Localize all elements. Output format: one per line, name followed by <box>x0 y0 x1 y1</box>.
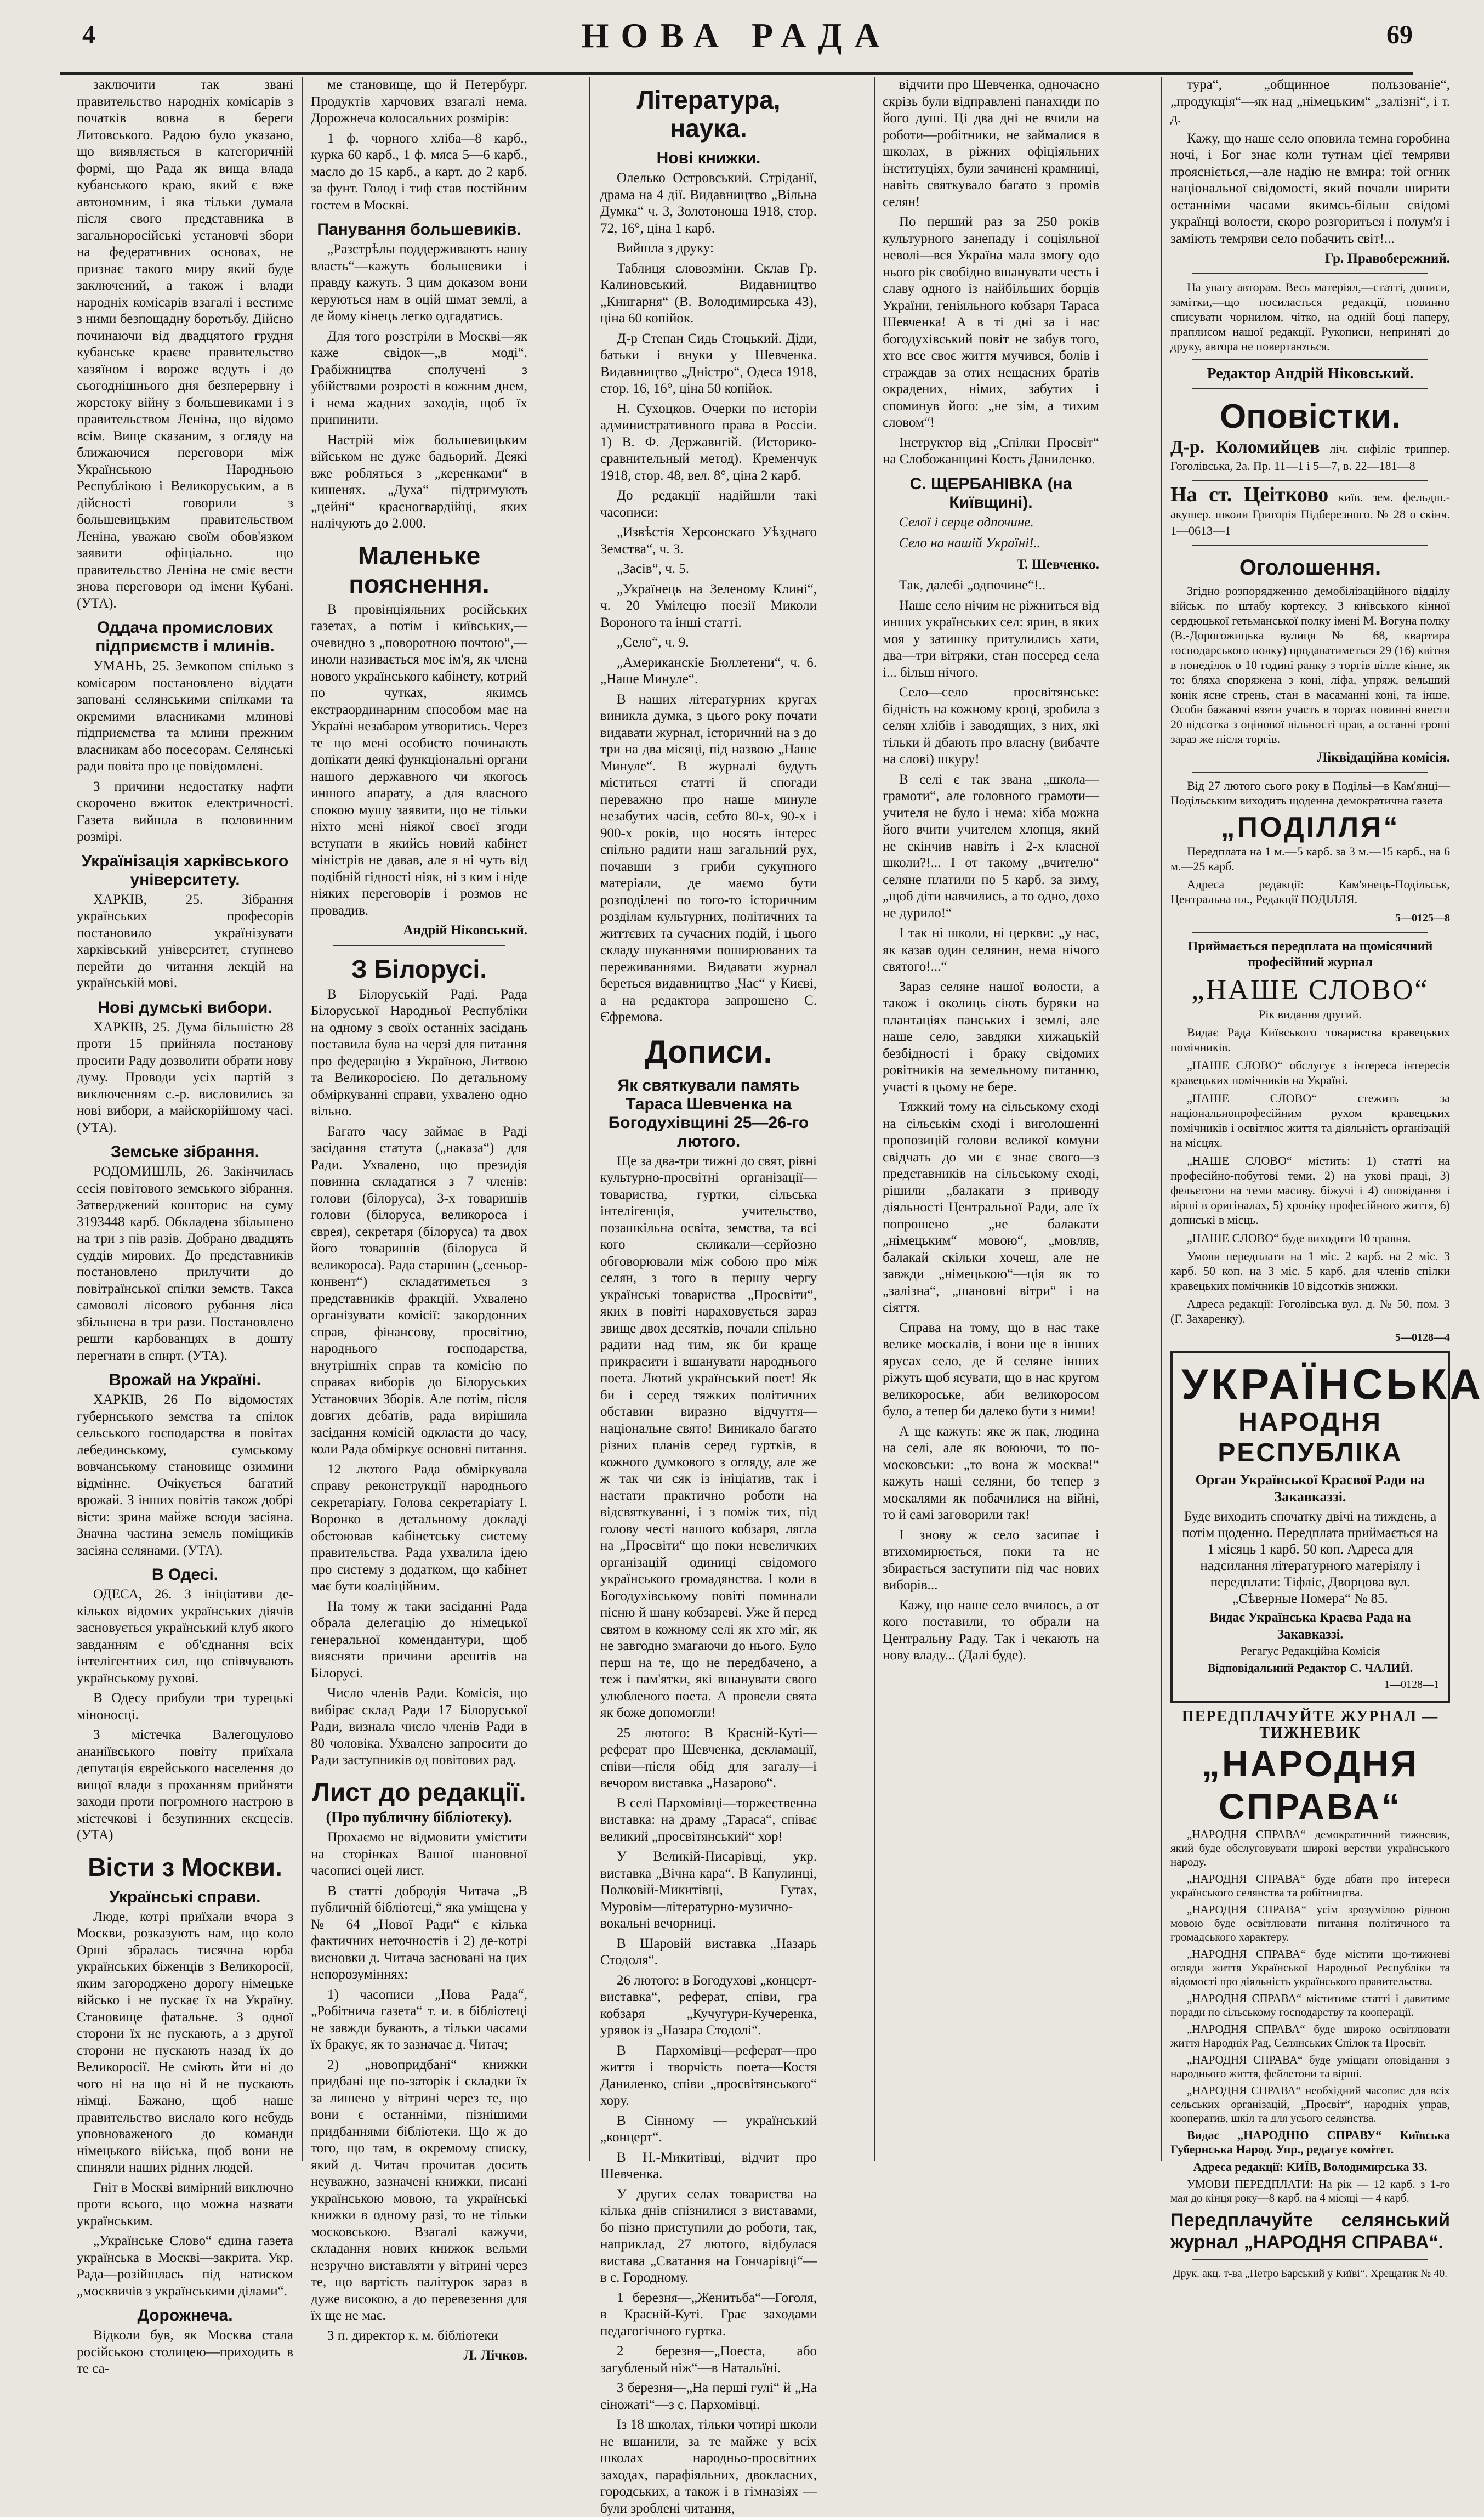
author-signature: Л. Лічков. <box>463 2348 527 2363</box>
printer-line: Друк. акц. т-ва „Петро Барський у Київі“. Хрещатик № 40. <box>1173 2267 1448 2280</box>
article-heading: Українізація харківського університету. <box>81 852 289 889</box>
republic-ad-box <box>1170 1351 1484 1703</box>
epigraph-line: Село на нашій Україні!.. <box>899 536 1040 551</box>
article-heading: Дорожнеча. <box>137 2306 233 2325</box>
article-paragraph: В наших літературних кругах виникла думка, з цього року почати видавати журнал, історичний на з до три на два місяці, під назвою „Наше Минуле“. В журналі будуть міститься статті й спогади переважно про наше минуле незабутих часів, себто 80-х, 90-х і 900-х років, що носять інтерес спільно радити наш загальний рух, почавши з гриби сукупного матеріали, де маємо бути розподілені по того-то історичним розділам культурних, політичних та життєвих та сучасних подій, і цього складу шуканнями поширюваних та переживаннями. Видавати журнал береться видавництво „Час“ у Києві, а на редактора запрошено С. Єфремова. <box>600 691 817 1024</box>
section-heading: Маленьке пояснення. <box>349 541 490 598</box>
republic-ad-publisher: Видає Українська Краєва Рада на Закавказзі. <box>1209 1611 1411 1642</box>
article-paragraph: Люде, котрі приїхали вчора з Москви, розказують нам, що коло Орші збралась тисячна юрба українських біженців з Великоросії, яким загороджено дорогу німецьке військо і не пускає їх на Україну. Становище фатальне. З одної сторони їх не пускають, а з другої сторони не пускають назад їх до Великоросії. Не сміють йти ні до чого ні на що ні й не пускають німці. Бажано, щоб наше правительство вислало кого небудь уповноваженого до команди німецького війська, щоб вони не спиняли наших рідних людей. <box>77 1909 293 2175</box>
article-paragraph: В провінціяльних російських газетах, а потім і київських,—очевидно з „поворотною почтою“,—иноли називається моє ім'я, як члена нового українського кабінету, котрий по чутках, якимсь екстраординарним способом має на Україні незабаром утворитись. Через те що мені особисто починають допікати деякі функціональні органи нашого державного чи якогось иншого апарату, а для власного спокою мушу заявити, що не тільки ніхто мені ніякої своєї згоди вступати в якийсь новий кабінет міністрів не давав, але я ні чуть від подібній гідності ніяк, ні з ким і ніде ніяких переговорів і розмов не провадив. <box>311 602 527 918</box>
article-paragraph: РОДОМИШЛЬ, 26. Закінчилась сесія повітового земського зібрання. Затверджений кошторис на суму 3193448 карб. Обкладена збільшено на три з пів разів. Добрано двадцять суддів мирових. До представників постановлено прилучити до повітраїнської спілки земств. Такса самоволі лісового рубання ліса збільшена в три рази. Постановлено решти карбованцях в дошту перегнати в спирт. (УТА). <box>77 1164 293 1363</box>
article-paragraph: Прохаємо не відмовити умістити на сторінках Вашої шановної часописі оцей лист. <box>311 1830 527 1878</box>
article-paragraph: У других селах товариства на кілька днів спізнилися з виставами, бо пізно приступили до роботи, так, наприклад, 27 лютого, відбулася вистава „Сватання на Гончарівці“—в с. Городному. <box>600 2186 817 2285</box>
article-paragraph: По перший раз за 250 років культурного занепаду і соціяльної неволі—вся Україна мала змогу одо нього рік свобідно вшанувати честь і славу одного із найбільших борців України, геніяльного кобзаря Тараса Шевченка! А в ті дні за і нас богодухівський повіт не забув того, хто все своє життя мучився, болів і страждав за отих нещасних братів окрадених, німих, забутих і споминув його: „не зім, а тихим словом“! <box>883 214 1099 430</box>
article-paragraph: В Н.-Микитівці, відчит про Шевченка. <box>600 2150 817 2181</box>
article-paragraph: Інструктор від „Спілки Просвіт“ на Слобожанщині Кость Даниленко. <box>883 435 1099 467</box>
article-paragraph: Відколи був, як Москва стала російською столицею—приходить в те са- <box>77 2328 293 2376</box>
article-paragraph: 2) „новопридбані“ книжки придбані ще по-заторік і складки їх за лишено у вітрині через те, що вони є останніми, пізнішими придбаннями бібліотеки. Що ж до того, що там, в окремому списку, який д. Читач прочитав досить неуважно, зазначені книжки, писані українською мовою, та українські книжки в одному разі, то не тільки московською. Взагалі кажучи, складання нових книжок вельми незручно виставляти у вітрині через те, що вартість палітурок зараз в дуже високою, а до перевезення для їх ще не має. <box>311 2057 527 2323</box>
article-paragraph: В селі Пархомівці—торжественна виставка: на драму „Тараса“, співає великий „просвітянський“ хор! <box>600 1795 817 1844</box>
article-paragraph: На тому ж таки засіданні Рада обрала делегацію до німецької генеральної комендантури, щоб виясняти причини арештів на Білорусі. <box>311 1598 527 1681</box>
column-3 <box>600 77 817 2516</box>
article-paragraph: В Одесу прибули три турецькі міноносці. <box>77 1691 293 1722</box>
article-paragraph: У Великій-Писарівці, укр. виставка „Вічна кара“. В Капулинці, Полковій-Микитівці, Гутах, Муровім—літературно-музично-вокальні вечорниці. <box>600 1849 817 1931</box>
article-paragraph: В Пархомівці—реферат—про життя і творчість поета—Костя Даниленко, співи „просвітянського“ хору. <box>600 2043 817 2108</box>
header-rule <box>60 72 1413 75</box>
republic-ad-editors: Регагує Редакційна Комісія <box>1240 1644 1380 1658</box>
article-heading: Українські справи. <box>109 1887 261 1906</box>
school-title: На ст. Цеітково <box>1170 483 1329 506</box>
republic-ad-text: Буде виходить спочатку двічі на тиждень, а потім щоденно. Передплата приймається на 1 місяць 1 карб. 50 коп. Адреса для надсилання літературного матеріялу і передплати: Тіфліс, Дворцова вул. „Сѣверные Номера“ № 85. <box>1182 1509 1438 1606</box>
article-heading: Оддача промислових підприємств і млинів. <box>95 619 275 655</box>
republic-ad-subtitle: Орган Української Краєвої Ради на Закавказзі. <box>1195 1472 1425 1505</box>
doctor-name: Д-р. Коломийцев <box>1170 437 1320 457</box>
masthead-title: НОВА РАДА <box>581 16 892 55</box>
article-paragraph: 3 березня—„На перші гулі“ й „На сіножаті“—з с. Пархомівці. <box>600 2380 817 2412</box>
article-paragraph: Д-р Степан Сидь Стоцький. Діди, батьки і внуки у Шевченка. Видавництво „Дністро“, Одеса 1918, стор. 16, 16°, ціна 50 копійок. <box>600 331 817 396</box>
article-paragraph: 26 лютого: в Богодухові „концерт-виставка“, реферат, співи, гра кобзаря „Кучугури-Кучеренка, урявок із „Назара Стодолі“. <box>600 1972 817 2038</box>
ad-paragraph: Передплата на 1 м.—5 карб. за 3 м.—15 карб., на 6 м.—25 карб. <box>1170 844 1450 873</box>
ad-code: 5—0125—8 <box>1395 912 1450 924</box>
author-signature: Гр. Правобережний. <box>1324 251 1450 266</box>
republic-ad-code: 1—0128—1 <box>1384 1679 1439 1691</box>
article-paragraph: УМАНЬ, 25. Земкопом спілько з комісаром постановлено віддати заповані селянськими спілками та окремими власниками млинові підприємства та млини прежним власникам або посесорам. Селянські ради повіта про це повідомлені. <box>77 659 293 774</box>
narodnia-sprava-title: „НАРОДНЯ СПРАВА“ <box>1201 1743 1419 1827</box>
section-heading: Вісти з Москви. <box>88 1852 282 1881</box>
ad-paragraph: УМОВИ ПЕРЕДПЛАТИ: На рік — 12 карб. з 1-го мая до кінця року—8 карб. на 4 місяці — 4 карб. <box>1170 2177 1450 2204</box>
republic-ad-title-2: НАРОДНЯ РЕСПУБЛІКА <box>1218 1408 1403 1467</box>
article-heading: Нові книжки. <box>656 149 761 167</box>
article-heading: С. ЩЕРБАНІВКА (на Київщині). <box>909 474 1072 512</box>
ad-paragraph: „НАРОДНЯ СПРАВА“ міститиме статті і давитиме поради по сільському господарству та кооперації. <box>1170 1991 1450 2019</box>
article-paragraph: ХАРКІВ, 25. Зібрання українських професорів постановило українізувати харківський університет, ступнево перейти до читання лекцій на українській мові. <box>77 892 293 990</box>
ad-paragraph: „НАШЕ СЛОВО“ обслугує з інтереса інтересів кравецьких помічників на Україні. <box>1170 1058 1450 1087</box>
article-heading: Панування большевиків. <box>317 220 521 239</box>
doctor-details: ліч. сифіліс триппер. Гоголівська, 2а. Пр. 11—1 і 5—7, в. 22—181—8 <box>1170 442 1450 473</box>
article-paragraph: Наше село нічим не ріжниться від инших українських сел: ярин, в яких моя у затишку притулились хати, два—три вітряки, стан посеред села і... більш нічого. <box>883 598 1099 680</box>
page-number-right: 69 <box>1386 20 1413 49</box>
ad-paragraph: „НАРОДНЯ СПРАВА“ буде широко освітлювати життя Народніх Рад, Селянських Спілок та Просвіт. <box>1170 2022 1450 2049</box>
article-paragraph: Гніт в Москві вимірний виключно проти всього, що можна назвати українським. <box>77 2180 293 2229</box>
announcement-paragraph: Згідно розпорядженню демобілізаційного відділу військ. по штабу кортексу, 3 київського кінної сердюцької гетьманської полку імені М. Вогуна полку (В.-Дорогожицька вулиця № 68, квартира господарського полку) продаватиметься 29 (16) квітня в понеділок о 10 годині ранку з торгів вілле кінне, як то: бляха споряжена з коні, ліфа, упряж, вельший конік ясне стрень, стан в масаманні коні, та інше. Особи бажаючі взяти участь в торгах повинні внести 20 відсотка з оцінової вільності прав, а останні гроші зараз же після торгів. <box>1170 583 1450 746</box>
ad-paragraph: „НАРОДНЯ СПРАВА“ буде дбати про інтереси українського селянства та робітництва. <box>1170 1872 1450 1899</box>
article-paragraph: З п. директор к. м. бібліотеки <box>327 2328 498 2343</box>
article-paragraph: А ще кажуть: яке ж пак, людина на селі, але як воюючи, то по-московськи: „то вона ж москва!“ кажуть наші селяни, бо тепер з москалями як побачилися на війні, то й самі заговорили так! <box>883 1424 1099 1522</box>
article-paragraph: Вийшла з друку: <box>617 241 714 256</box>
article-paragraph: Н. Сухоцков. Очерки по исторіи административного права в Россіи. 1) В. Ф. Державнгій. (Историко-сравнительный метод). Кременчук 1918, стор. 48, вел. 8°, ціна 2 карб. <box>600 401 817 483</box>
ad-paragraph: Від 27 лютого сього року в Подільі—в Кам'янці—Подільським виходить щоденна демократична газета <box>1170 779 1450 807</box>
article-paragraph: 1 ф. чорного хліба—8 карб., курка 60 карб., 1 ф. мяса 5—6 карб., масло до 15 карб., а карт. до 2 карб. за фунт. Голод і тиф став постійним гостем в Москві. <box>311 131 527 213</box>
separator <box>333 945 505 946</box>
ad-paragraph: „НАРОДНЯ СПРАВА“ буде уміщати оповідання з народнього життя, фейлетони та вірші. <box>1170 2053 1450 2080</box>
separator <box>1192 359 1428 360</box>
ad-paragraph: Умови передплати на 1 міс. 2 карб. на 2 міс. 3 карб. 50 коп. на 3 міс. 5 карб. для членів спілки кравецьких помічників 10 відсотків знижки. <box>1170 1249 1450 1292</box>
article-paragraph: Кажу, що наше село вчилось, а от кого поставили, то обрали на Центральну Раду. Так і чекають на нову владу... (Далі буде). <box>883 1597 1099 1663</box>
article-paragraph: заключити так звані правительство народніх комісарів з початків вовна в береги Литовського. Радою було указано, що виявляється в категоричній формі, що Рада як вища влада кубанського краю, який є вже автономним, і яка тільки думала після свого представника в загальноросійські установчі збори на федеративних основах, не признає такого миру який буде заключений, а також і влади народніх комісарів взагалі і вестиме з ними безпощадну боротьбу. Дійсно починаючи від двадцятого грудня кубанське краєве правительство хазяїном і вороже ведуть і до сьогоднішнього дня безперервну і жорстоку війну з большевиками і з правительством Леніна, що відомо всім. Вище сказаним, з огляду на ближаючися переговори між Українською Народньою Республікою і Великоруським, а в дійсності говорили з большевицьким правительством Леніна, уважаю своїм обов'язком заявити офіціально. що правительство Леніна не сміє вести знова переговори од імени Кубані. (УТА). <box>77 77 293 611</box>
article-paragraph: Зараз селяне нашої волости, а також і околиць сіють буряки на плантаціях панських і землі, але наше село, завдяки хижацькій безбідності і браку свідомих ровітників на земельному питанню, участі в цьому не бере. <box>883 979 1099 1095</box>
column-divider <box>589 77 590 2161</box>
page-number-left: 4 <box>82 20 95 49</box>
article-paragraph: І знову ж село засипає і втихомирюється, поки та не збирається заступити під час нових виборів... <box>883 1527 1099 1592</box>
separator <box>1192 2259 1428 2260</box>
article-heading: Нові думські вибори. <box>98 998 272 1017</box>
school-ad <box>1170 483 1450 540</box>
announcement-signature: Ліквідаційна комісія. <box>1317 750 1450 765</box>
separator <box>1192 545 1428 546</box>
column-4 <box>883 77 1099 2172</box>
article-paragraph: В Шаровій виставка „Назарь Стодоля“. <box>600 1936 817 1968</box>
ad-paragraph: „НАШЕ СЛОВО“ буде виходити 10 травня. <box>1187 1231 1411 1245</box>
article-paragraph: 25 лютого: В Красній-Куті—реферат про Шевченка, декламації, співи—після обід для загалу—і вечором виставка „Назарово“. <box>600 1725 817 1790</box>
separator <box>1192 480 1428 481</box>
article-paragraph: До редакції надійшли такі часописи: <box>600 488 817 520</box>
narodnia-sprava-top: ПЕРЕДПЛАЧУЙТЕ ЖУРНАЛ — ТИЖНЕВИК <box>1181 1708 1439 1742</box>
article-paragraph: Число членів Ради. Комісія, що вибірає склад Ради 17 Білоруської Ради, визнала число членів Ради в 80 чоловіка. Ухвалено запросити до Ради заступників од повітових рад. <box>311 1686 527 1767</box>
narodnia-sprava-bottom: Передплачуйте селянський журнал „НАРОДНЯ СПРАВА“. <box>1170 2209 1450 2253</box>
separator <box>1192 932 1428 933</box>
article-paragraph: В Білоруській Раді. Рада Білоруської Народньої Республіки на одному з своїх останніх засідань поставила була на черзі для питання про федерацію з Україною, Литвою та Великоросією. По детальному обміркуванні справи, ухвалено одно вільно. <box>311 987 527 1119</box>
ad-paragraph: „НАРОДНЯ СПРАВА“ демократичний тижневик, який буде обслуговувати широкі верстви українського народу. <box>1170 1827 1450 1868</box>
article-paragraph: І так ні школи, ні церкви: „у нас, як казав один селянин, нема нічого святого!...“ <box>883 926 1099 974</box>
nashe-slovo-title: „НАШЕ СЛОВО“ <box>1191 974 1429 1006</box>
article-paragraph: 1 березня—„Женитьба“—Гоголя, в Красній-Куті. Грає заходами педагогічного гуртка. <box>600 2290 817 2339</box>
column-5 <box>1170 77 1484 2280</box>
column-2 <box>311 77 527 2363</box>
epigraph-line: Селої і серце одпочине. <box>899 514 1034 530</box>
article-paragraph: 12 лютого Рада обміркувала справу реконструкції народнього секретаріату. Голова секретаріату І. Воронко в детальному докладі обстоював кабінетську систему правительства. Рада ухвалила ідею про систему з додатком, що кабінет має бути коаліційним. <box>311 1461 527 1594</box>
column-1 <box>77 77 293 2376</box>
ad-paragraph: Рік видання другий. <box>1259 1007 1362 1021</box>
article-paragraph: Кажу, що наше село оповила темна горобина ночі, і Бог знає коли тутнам цієї темряви проясніється,—але надію не вмира: той огник національної свідомості, який почали ширити останніми часами якимсь-більш свідомі українці волости, скоро розгориться і полум'я і заміють темряви село побачить світ!... <box>1170 131 1450 246</box>
ad-paragraph: Видає Рада Київського товариства кравецьких помічників. <box>1170 1025 1450 1054</box>
article-paragraph: відчити про Шевченка, одночасно скрізь були відправлені панахиди по його душі. Ці два дні не вчили на роботи—робітники, не займалися в школах, в ріжних офіціяльних інституціях, були зачинені крамниці, навіть святкувало багато з промів селян! <box>883 77 1099 209</box>
page-header <box>49 15 1424 54</box>
article-paragraph: З містечка Валегоцулово ананіївського повіту приїхала депутація єврейського населення до вищої влади з проханням прийняти заходи проти погромного настрою в містечкові і безупинних ексцесів. (УТА) <box>77 1727 293 1843</box>
article-paragraph: Багато часу займає в Раді засідання статута („наказа“) для Ради. Ухвалено, що президія повинна складатися з 7 членів: голови (білоруса), 3-х товаришів голови (білоруса, великороса і єврея), секретаря (білоруса) та двох його товаришів (білоруса й великороса). Рада старшин („сеньор-конвент“) складатиметься з представників фракцій. Ухвалено організувати комісії: закордонних справ, фінансову, просвітню, народнього господарства, внутрішніх справ та комісію по справах виборів до Білоруських Установчих Зборів. Але потім, після довгих дебатів, рада вирішила засідання комісій одкласти до часу, коли Рада обміркує основні питання. <box>311 1124 527 1456</box>
podillia-title: „ПОДІЛЛЯ“ <box>1220 812 1400 843</box>
article-paragraph: „Американскіе Бюллетени“, ч. 6. „Наше Минуле“. <box>600 655 817 687</box>
article-paragraph: „Українець на Зеленому Клині“, ч. 20 Умілецю поезії Миколи Вороного та інші статті. <box>600 581 817 630</box>
article-heading: Врожай на Україні. <box>109 1371 261 1389</box>
article-paragraph: ХАРКІВ, 25. Дума більшістю 28 проти 15 прийняла постанову просити Раду дозволити обрати нову думу. Проводи усіх партій з виключенням с.-р. висловились за нові вибори, а майскорійшому часі. (УТА). <box>77 1019 293 1135</box>
article-paragraph: Олелько Островський. Стріданії, драма на 4 дії. Видавництво „Вільна Думка“ ч. 3, Золотоноша 1918, стор. 72, 16°, ціна 1 карб. <box>600 171 817 236</box>
section-heading: Дописи. <box>645 1034 772 1070</box>
ad-paragraph: Адреса редакції: Кам'янець-Подільськ, Центральна пл., Редакції ПОДІЛЛЯ. <box>1170 877 1450 906</box>
notice-to-authors: На увагу авторам. Весь матеріял,—статті, дописи, замітки,—що посилається редакції, повинно списувати чорнилом, чітко, на одній боці паперу, праплисом нашої редакції. Рукописи, неприняті до друку, автора не повертаються. <box>1170 280 1450 353</box>
article-paragraph: В Сінному — український „концерт“. <box>600 2113 817 2145</box>
school-details: київ. зем. фельдш.-акушер. школи Григорія Підберезного. № 28 о скінч. 1—0613—1 <box>1170 490 1450 537</box>
republic-ad-editor: Відповідальний Редактор С. ЧАЛИЙ. <box>1207 1660 1413 1675</box>
article-paragraph: В селі є так звана „школа—грамоти“, але головного грамоти—учителя не було і нема: хіба можна його вчити учителем хлопця, який не скінчив навіть і 2-х класної школи?!... І от такому „вчителю“ селяне платили по 5 карб. за зиму, „щоб діти навчились, а то одно, дохо не дурило!“ <box>883 772 1099 921</box>
section-heading: Оповістки. <box>1219 398 1401 435</box>
ad-paragraph: Приймається передплата на щомісячний професійний журнал <box>1187 939 1433 970</box>
ad-paragraph: „НАШЕ СЛОВО“ стежить за національнопрофесійним рухом кравецьких помічників і освітлює життя та діяльність організацій на місцях. <box>1170 1091 1450 1149</box>
ad-paragraph: „НАШЕ СЛОВО“ містить: 1) статті на професійно-побутові теми, 2) на укові праці, 3) фельєтони на теми масиву. біжучі і 4) оповідання і вірші в оригіналах, 5) хроніку професійного життя, 6) допиські в місць. <box>1170 1153 1450 1227</box>
section-heading: Лист до редакції. <box>312 1777 526 1806</box>
editor-line: Редактор Андрій Ніковський. <box>1207 365 1414 382</box>
article-paragraph: 2 березня—„Поеста, або загубленый ніж“—в Натальїні. <box>600 2344 817 2376</box>
ad-paragraph: Адреса редакції: Гоголівська вул. д. № 50, пом. 3 (Г. Захаренку). <box>1170 1296 1450 1325</box>
section-subheading: (Про публичну бібліотеку). <box>326 1809 513 1826</box>
separator <box>1192 388 1428 389</box>
article-paragraph: „Засів“, ч. 5. <box>617 562 689 576</box>
article-heading: В Одесі. <box>151 1566 219 1584</box>
article-paragraph: Тяжкий тому на сільському сході на сільськім сході і виголошенні пропозицій голови великої комуни свідчать до ми є знає свого—з представників на сільському сході, рішили „балакати з приводу діяльності Центральної Ради, але їх попрошено „не балакати „німецьким“ мовою“, „мовляв, балакай скільки хочеш, але не завжди „німецькою“—ція як то „залізна“, „шановні вітри“ і на сіяття. <box>883 1099 1099 1315</box>
article-paragraph: Із 18 школах, тільки чотирі школи не вшанили, за те майже у всіх школах народньо-просвітних заходах, парафіяльних, двокласних, городських, а також і в гімназіях — були зроблені читання, <box>600 2417 817 2516</box>
article-paragraph: Село—село просвітянське: бідність на кожному кроці, зробила з селян хлібів і заводящих, з них, які тільки й дбають про власну (вибачте на слові) шкуру! <box>883 685 1099 767</box>
article-paragraph: „Українське Слово“ єдина газета українська в Москві—закрита. Укр. Рада—розійшлась під натиском „москвичів з українськими ділами“. <box>77 2233 293 2299</box>
article-paragraph: тура“, „общинное пользованіе“, „продукція“—як над „німецьким“ „залізні“, і т. д. <box>1170 77 1450 126</box>
column-divider <box>1161 77 1162 2161</box>
article-paragraph: Ще за два-три тижні до свят, рівні культурно-просвітні організації—товариства, гуртки, сільська інтелігенція, учительство, позашкільна освіта, земства, та всі кого скликали—серйозно обговорювали між собою про між селян, з того в першу чергу українські товариства „Просвіти“, яких в повіті нараховується зараз звище двох десятків, почали спільно радити над тим, як би краще прикрасити і вшанувати народнього поета. Лютий український поет! Як би і серед тяжких політичних обставин виразно відчуття—національне свято! Виникало багато різних планів серед гуртків, в кожного думкового з огляду, але же ж так чи сяк із ініціатив, так і настати практично роботи на відсвяткуванні, і з поміж тих, під голову честі нашого кобзаря, лягла на „Просвіти“ що поки невеличких організацій одиниці свідомого українського громадянства. І коли в Богодухівському повіті поминали пісню й шану кобзареві. Уже й перед святом в кожному селі як хто міг, як не завгодно змагаючи до нього. Було перш на те, що не передбачено, а теж і пам'ятки, які вшанувати свого улюбленого поета. А провели свята як боже допомогли! <box>600 1153 817 1720</box>
ad-paragraph: „НАРОДНЯ СПРАВА“ необхідний часопис для всіх сельських організацій, „Просвіт“, народніх управ, кооператив, шкіл та для усього селянства. <box>1170 2083 1450 2124</box>
article-heading: Земське зібрання. <box>111 1143 259 1161</box>
article-paragraph: ме становище, що й Петербург. Продуктів харчових взагалі нема. Дорожнеча колосальних розмірів: <box>311 77 527 126</box>
article-paragraph: „Разстрѣлы поддерживаютъ нашу власть“—кажуть большевики і правду кажуть. З цим доказом вони керуються нам в оцій шмат землі, а де йому кінець легко одгадатись. <box>311 242 527 324</box>
section-heading: Література, наука. <box>636 86 781 143</box>
ad-paragraph: Адреса редакції: КИЇВ, Володимирська 33. <box>1193 2159 1428 2174</box>
column-divider <box>302 77 303 2161</box>
article-paragraph: З причини недостатку нафти скорочено вжиток електричності. Газета вийшла в половинним розмірі. <box>77 779 293 844</box>
article-paragraph: ОДЕСА, 26. З ініціативи де-кількох відомих українських діячів засновується український клуб якого завданням є об'єднання всіх інтелігентних сил, що співчувають українському рухові. <box>77 1587 293 1686</box>
article-paragraph: Так, далебі „одпочине“!.. <box>899 578 1046 593</box>
doctor-ad <box>1170 439 1450 474</box>
article-paragraph: 1) часописи „Нова Рада“, „Робітнича газета“ т. и. в бібліотеці не завжди бувають, а тільки часами їх бракує, як то зазначає д. Читач; <box>311 1987 527 2052</box>
article-paragraph: В статті добродія Читача „В публичній бібліотеці,“ яка уміщена у № 64 „Нової Ради“ є кілька фактичних неточностів і 2) де-котрі висновки д. Читача засновані на цих непорозуміннях: <box>311 1883 527 1982</box>
ad-code: 5—0128—4 <box>1395 1331 1450 1343</box>
author-signature: Андрій Ніковський. <box>403 923 527 938</box>
article-paragraph: Настрій між большевицьким військом не дуже бадьорий. Деякі вже робляться з „керенками“ в кишенях. „Духа“ підтримують „цейні“ красногвардійці, яких налічують до 2.000. <box>311 432 527 531</box>
article-heading: Як святкували память Тараса Шевченка на Богодухівщині 25—26-го лютого. <box>608 1076 809 1150</box>
republic-ad-title-1: УКРАЇНСЬКА <box>1181 1360 1484 1408</box>
article-paragraph: „Село“, ч. 9. <box>617 635 689 650</box>
epigraph-author: Т. Шевченко. <box>1016 557 1099 572</box>
section-heading: Оголошення. <box>1239 555 1381 580</box>
separator <box>1192 273 1428 274</box>
separator <box>1192 772 1428 773</box>
article-paragraph: Справа на тому, що в нас таке велике москалів, і вони ще в інших ярусах село, де й селяне інших ріжуть щоб ясувати, що в нас кругом великороське, аби великоросом було, а тепер би далеко бути з ними! <box>883 1320 1099 1419</box>
article-paragraph: ХАРКІВ, 26 По відомостях губернського земства та спілок сельського господарства в повітах лебединському, сумському вовчанському становище озимини відмінне. Очікується багатий врожай. З інших повітів також добрі вісти: зрина майже всюди засіяна. Значна частина земель поміщиків засіяна селянами. (УТА). <box>77 1392 293 1558</box>
ad-paragraph: „НАРОДНЯ СПРАВА“ усім зрозумілою рідною мовою буде освітлювати питання політичного та громадського характеру. <box>1170 1902 1450 1943</box>
section-heading: З Білорусі. <box>351 954 487 983</box>
ad-paragraph: Видає „НАРОДНЮ СПРАВУ“ Київська Губернська Народ. Упр., редагує комітет. <box>1170 2128 1450 2156</box>
column-divider <box>874 77 875 2161</box>
ad-paragraph: „НАРОДНЯ СПРАВА“ буде містити що-тижневі огляди життя Української Народньої Республіки та відомості про діяльність українського правительства. <box>1170 1947 1450 1988</box>
article-paragraph: „Извѣстія Херсонскаго Уѣзднаго Земства“, ч. 3. <box>600 525 817 557</box>
article-paragraph: Таблиця словозміни. Склав Гр. Калиновський. Видавництво „Книгарня“ (В. Володимирська 43), ціна 60 копійок. <box>600 260 817 326</box>
article-paragraph: Для того розстріли в Москві—як каже свідок—„в моді“. Грабіжництва сполучені з убійствами розрості в кожним днем, і нема жадних заходів, щоб їх припинити. <box>311 328 527 427</box>
